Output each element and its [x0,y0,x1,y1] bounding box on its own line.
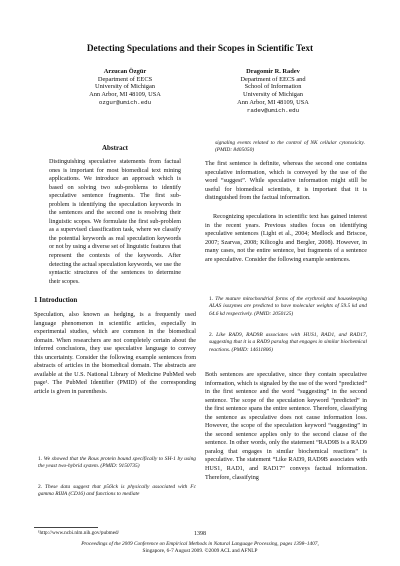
author-affiliation: University of Michigan [243,91,303,99]
abstract-text: Distinguishing speculative statements from factual ones is important for most biomedical text mining applications. We introduce an approach which is based on solving two sub-problems to identify speculative sentence fragments. The first sub-problem is identifying the speculation keywords in the sentences and the second one is resolving their linguistic scopes. We formulate the first sub-problem as a supervised classification task, where we classify the potential keywords as real speculation keywords or not by using a diverse set of linguistic features that represent the contexts of the keywords. After detecting the actual speculation keywords, we use the syntactic structures of the sentences to determine their scopes. [49,159,181,285]
section-heading-introduction: 1 Introduction [34,296,78,304]
proceedings-footer [34,541,366,555]
example-text: Like RAD9, RAD9B associates with HUS1, RAD1, and RAD17, suggesting that it is a RAD9 paralog that engages in similar biochemical reactions. (PMID: 14611806) [209,332,367,353]
author-block-2 [208,68,338,114]
author-email: ozgur@umich.edu [98,98,152,106]
body-paragraph: Recognizing speculations in scientific text has gained interest in the recent years. Previous studies focus on identifying speculative sentences (Light et al., 2004; Medlock and Briscoe, 2007; Szarvas, 2008; Kilicoglu and Bergler, 2008). However, in many cases, not the entire sentence, but fragments of a sentence are speculative. Consider the following example sentences. [205,214,367,263]
example-sentence [209,332,367,354]
author-block-1 [60,68,190,107]
body-paragraph: The first sentence is definite, whereas the second one contains speculative information, which is conveyed by the use of the word “suggest”. While speculative information might still be useful for biomedical scientists, it is important that it is distinguished from the factual information. [205,161,367,202]
example-text: These data suggest that p56lck is physically associated with Fc gamma RIIIA (CD16) and functions to mediate [38,484,196,498]
author-name: Dragomir R. Radev [246,68,300,75]
example-number: 2. [38,484,43,490]
author-affiliation: Department of EECS [97,75,153,83]
proceedings-line: Singapore, 6-7 August 2009. ©2009 ACL and AFNLP [142,548,258,554]
author-affiliation: School of Information [244,83,302,91]
paper-title: Detecting Speculations and their Scopes in Scientific Text [86,44,314,54]
example-number: 2. [209,332,214,338]
example-number: 1. [38,456,43,462]
proceedings-line: Proceedings of the 2009 Conference on Empirical Methods in Natural Language Processing, pages 1398–1407, [81,541,319,547]
author-email: radev@umich.edu [246,106,300,114]
example-sentence [38,484,196,499]
author-affiliation: University of Michigan [95,83,155,91]
example-text: The mature mitochondrial forms of the erythroid and housekeeping ALAS isozymes are predicted to have molecular weights of 59.5 kd and 64.6 kd respectively. (PMID: 2050125) [209,296,367,317]
author-affiliation: Ann Arbor, MI 48109, USA [89,91,161,99]
author-name: Arzucan Özgür [103,68,147,75]
example-continuation: signaling events related to the control of NK cellular cytotoxicity. (PMID: 8405050) [215,140,365,154]
example-sentence [209,296,367,318]
abstract-heading: Abstract [101,144,129,152]
page-number: 1398 [194,531,206,537]
intro-text: Speculation, also known as hedging, is a frequently used language phenomenon in scientific articles, especially in experimental studies, which are common in the biomedical domain. When researchers are not completely certain about the inferred conclusions, they use speculative language to convey this uncertainty. Consider the following example sentences from abstracts of articles in the biomedical domain. The abstracts are available at the U.S. National Library of Medicine PubMed web page¹. The PubMed Identifier (PMID) of the corresponding article is given in parenthesis. [34,312,196,395]
author-affiliation: Ann Arbor, MI 48109, USA [237,98,309,106]
author-affiliation: Department of EECS and [240,75,306,83]
footnote: ¹http://www.ncbi.nlm.nih.gov/pubmed/ [38,530,120,536]
body-paragraph: Both sentences are speculative, since they contain speculative information, which is signaled by the use of the word “predicted” in the first sentence and the word “suggesting” in the second sentence. The scope of the speculation keyword “predicted” in the first sentence spans the entire sentence. Therefore, classifying the sentence as speculative does not cause information loss. However, the scope of the speculation keyword “suggesting” in the second sentence applies only to the second clause of the sentence. In other words, only the statement “RAD9B is a RAD9 paralog that engages in similar biochemical reactions” is speculative. The statement “Like RAD9, RAD9B associates with HUS1, RAD1, and RAD17” conveys factual information. Therefore, classifying [205,372,367,481]
footnote-rule [34,527,98,528]
example-text: We showed that the Rous protein bound specifically to SH-1 by using the yeast two-hybrid system. (PMID: 9150735) [38,456,196,470]
example-number: 1. [209,296,214,302]
example-sentence [38,456,196,471]
